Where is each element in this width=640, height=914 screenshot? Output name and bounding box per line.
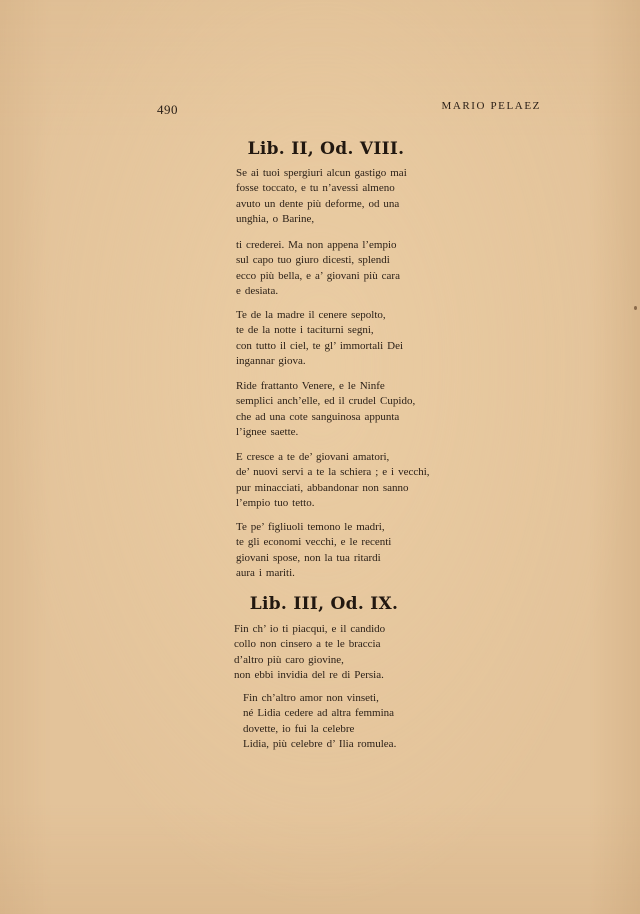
- stanza: [243, 691, 396, 752]
- stanza: [234, 622, 385, 683]
- verse-line: Ride frattanto Venere, e le Ninfe: [236, 380, 385, 392]
- verse-line: ingannar giova.: [236, 354, 306, 367]
- verse-line: ti crederei. Ma non appena l’empio: [236, 239, 397, 251]
- verse-line: aura i mariti.: [236, 566, 295, 579]
- verse-line: con tutto il ciel, te gl’ immortali Dei: [236, 339, 404, 352]
- ode-title: Lib. II, Od. VIII.: [247, 139, 405, 159]
- verse-line: avuto un dente più deforme, od una: [236, 197, 400, 210]
- stanza: [236, 308, 403, 369]
- verse-line: Fin ch’altro amor non vinseti,: [243, 692, 379, 704]
- verse-line: fosse toccato, e tu n’avessi almeno: [236, 182, 395, 195]
- verse-line: Se ai tuoi spergiuri alcun gastigo mai: [236, 167, 407, 179]
- verse-line: Fin ch’ io ti piacqui, e il candido: [234, 623, 386, 635]
- verse-line: te gli economi vecchi, e le recenti: [236, 536, 392, 549]
- verse-line: l’empio tuo tetto.: [236, 496, 315, 509]
- verse-line: Lidia, più celebre d’ Ilia romulea.: [243, 737, 397, 750]
- verse-line: semplici anch’elle, ed il crudel Cupido,: [236, 395, 416, 408]
- verse-line: giovani spose, non la tua ritardi: [236, 551, 381, 564]
- verse-line: sul capo tuo giuro dicesti, splendi: [236, 254, 390, 267]
- running-head-author: MARIO PELAEZ: [441, 100, 541, 112]
- verse-line: Te pe’ figliuoli temono le madri,: [236, 521, 385, 533]
- verse-line: né Lidia cedere ad altra femmina: [243, 707, 395, 720]
- verse-line: che ad una cote sanguinosa appunta: [236, 410, 400, 423]
- page-number: 490: [157, 102, 178, 117]
- verse-line: collo non cinsero a te le braccia: [234, 638, 381, 651]
- verse-line: pur minacciati, abbandonar non sanno: [236, 481, 409, 494]
- verse-line: de’ nuovi servi a te la schiera ; e i vecchi,: [236, 466, 430, 479]
- verse-line: Te de la madre il cenere sepolto,: [236, 309, 386, 321]
- stanza: [236, 450, 430, 511]
- stanza: [236, 238, 400, 299]
- ode-title: Lib. III, Od. IX.: [249, 594, 399, 614]
- verse-line: unghia, o Barine,: [236, 212, 315, 225]
- verse-line: ecco più bella, e a’ giovani più cara: [236, 269, 400, 282]
- verse-line: te de la notte i taciturni segni,: [236, 324, 374, 337]
- stanza: [236, 520, 391, 581]
- verse-line: non ebbi invidia del re di Persia.: [234, 668, 384, 681]
- stanza: [236, 166, 407, 227]
- verse-line: d’altro più caro giovine,: [234, 653, 344, 666]
- stanza: [236, 379, 415, 440]
- paper-speck: [634, 306, 637, 310]
- verse-line: dovette, io fui la celebre: [243, 722, 355, 735]
- verse-line: e desiata.: [236, 284, 279, 297]
- verse-line: E cresce a te de’ giovani amatori,: [236, 451, 390, 463]
- verse-line: l’ignee saette.: [236, 425, 299, 438]
